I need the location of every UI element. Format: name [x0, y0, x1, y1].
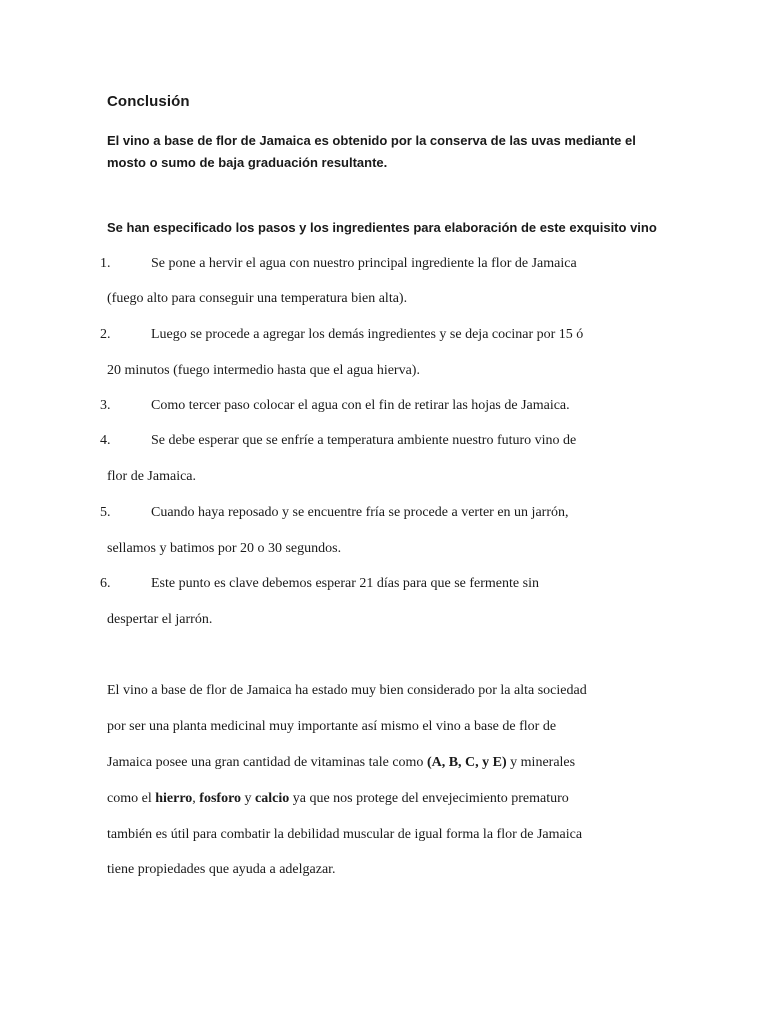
step-text: Se debe esperar que se enfríe a temperatura ambiente nuestro futuro vino de: [151, 433, 577, 448]
closing-paragraph-line: [107, 755, 575, 771]
mineral-hierro: hierro: [155, 791, 193, 806]
step-text: Este punto es clave debemos esperar 21 días para que se fermente sin: [151, 576, 539, 591]
step-text: Cuando haya reposado y se encuentre fría se procede a verter en un jarrón,: [151, 505, 569, 520]
step-number: 4.: [100, 433, 111, 448]
mineral-calcio: calcio: [255, 791, 290, 806]
closing-paragraph-line: El vino a base de flor de Jamaica ha estado muy bien considerado por la alta sociedad: [107, 683, 587, 698]
step-text: Como tercer paso colocar el agua con el fin de retirar las hojas de Jamaica.: [151, 398, 570, 413]
closing-text: y: [241, 791, 256, 806]
closing-paragraph-line: por ser una planta medicinal muy importante así mismo el vino a base de flor de: [107, 719, 557, 734]
closing-paragraph-line: también es útil para combatir la debilidad muscular de igual forma la flor de Jamaica: [107, 827, 583, 842]
step-text: Se pone a hervir el agua con nuestro principal ingrediente la flor de Jamaica: [151, 256, 577, 271]
closing-paragraph-line: [107, 791, 569, 807]
closing-text: y minerales: [506, 755, 576, 770]
step-number: 6.: [100, 576, 111, 591]
step-text: Luego se procede a agregar los demás ingredientes y se deja cocinar por 15 ó: [151, 327, 584, 342]
closing-text: Jamaica posee una gran cantidad de vitaminas tale como: [107, 755, 427, 770]
closing-text: como el: [107, 791, 156, 806]
closing-text: ,: [192, 791, 200, 806]
intro-paragraph: El vino a base de flor de Jamaica es obtenido por la conserva de las uvas mediante el mosto o sumo de baja graduación resultante.: [107, 133, 636, 170]
step-text-continuation: sellamos y batimos por 20 o 30 segundos.: [107, 541, 342, 556]
section-heading: Conclusión: [107, 93, 190, 110]
step-number: 1.: [100, 256, 111, 271]
steps-lead-text: Se han especificado los pasos y los ingredientes para elaboración de este exquisito vino: [107, 220, 657, 235]
mineral-fosforo: fosforo: [199, 791, 242, 806]
step-number: 2.: [100, 327, 111, 342]
step-number: 3.: [100, 398, 111, 413]
closing-paragraph-line: tiene propiedades que ayuda a adelgazar.: [107, 862, 336, 877]
step-text-continuation: 20 minutos (fuego intermedio hasta que el agua hierva).: [107, 363, 420, 378]
closing-text: ya que nos protege del envejecimiento prematuro: [289, 791, 569, 806]
step-text-continuation: flor de Jamaica.: [107, 469, 197, 484]
step-number: 5.: [100, 505, 111, 520]
vitamins-list: (A, B, C, y E): [426, 755, 507, 770]
step-text-continuation: despertar el jarrón.: [107, 612, 213, 627]
step-text-continuation: (fuego alto para conseguir una temperatura bien alta).: [107, 291, 408, 306]
